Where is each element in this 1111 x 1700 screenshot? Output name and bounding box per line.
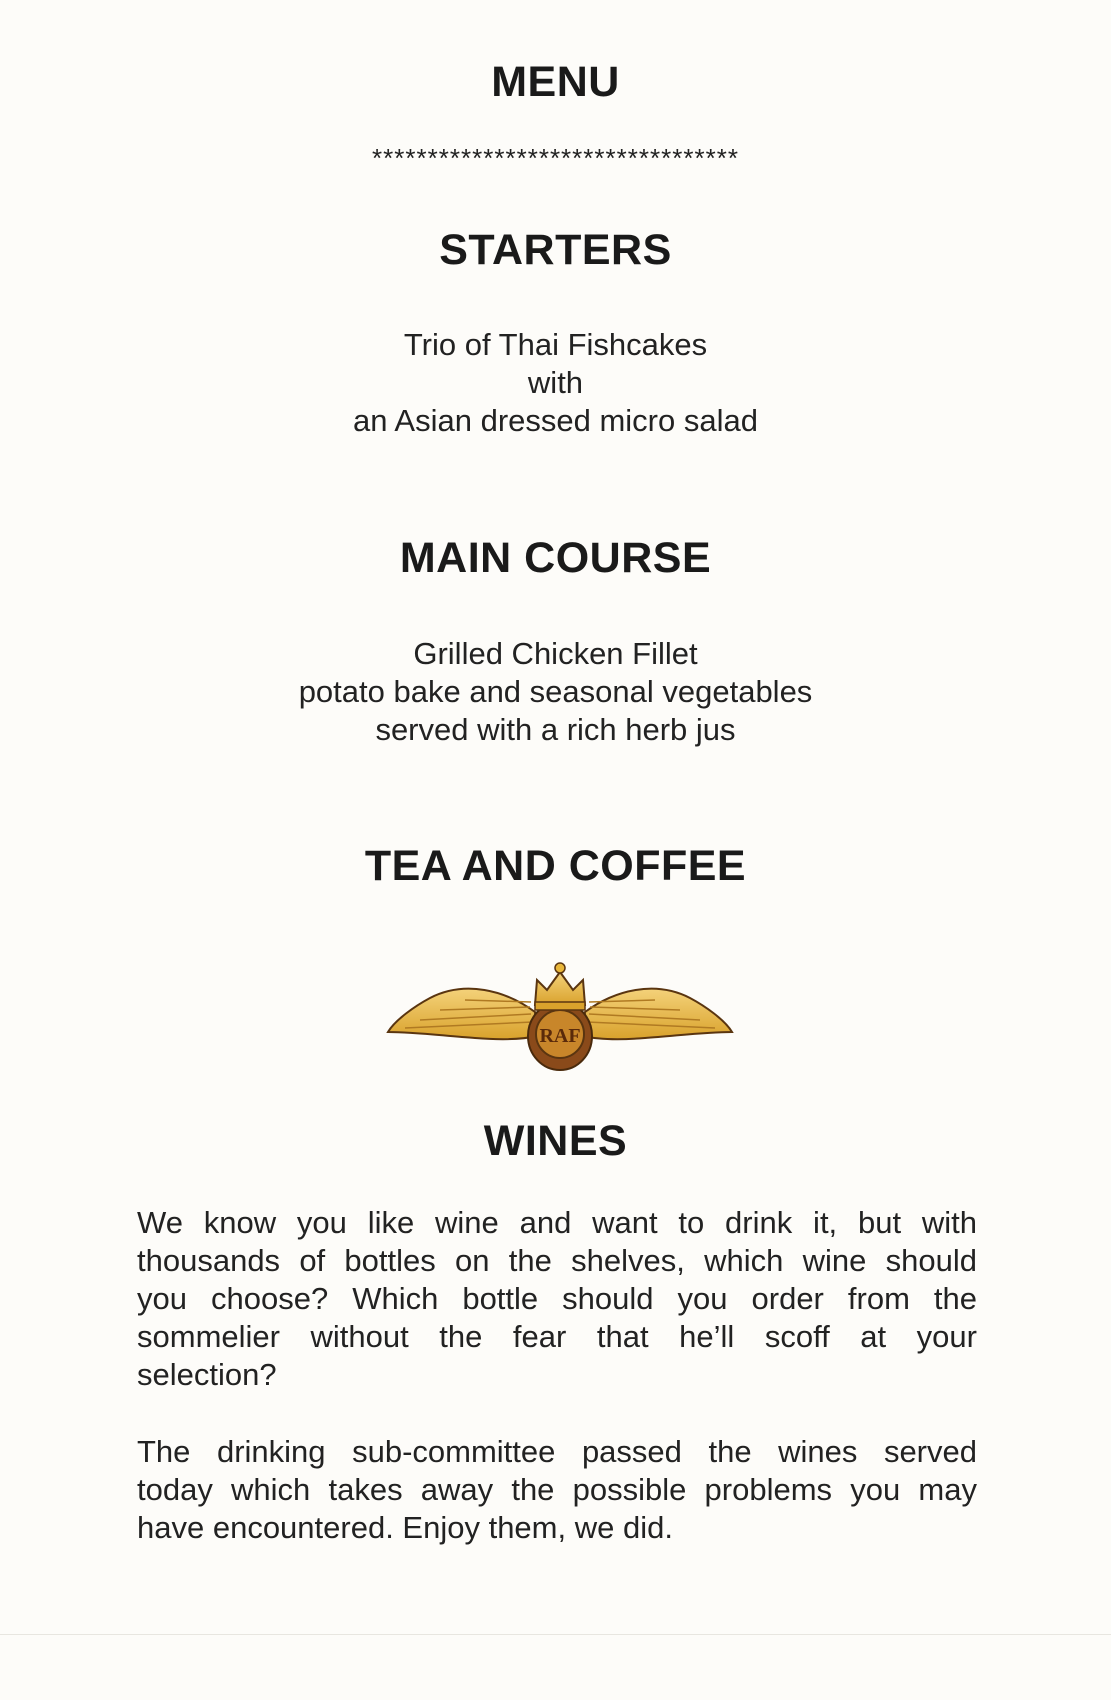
- starters-heading: STARTERS: [439, 226, 672, 274]
- wines-p2-line-3: have encountered. Enjoy them, we did.: [137, 1510, 673, 1545]
- wines-p1-line-4: sommelier without the fear that he’ll scoff at your: [137, 1319, 977, 1354]
- starters-line-3: an Asian dressed micro salad: [353, 403, 758, 438]
- main-course-line-3: served with a rich herb jus: [375, 712, 736, 747]
- wines-p1-line-5: selection?: [137, 1357, 277, 1392]
- main-course-heading: MAIN COURSE: [399, 534, 712, 582]
- raf-monogram: RAF: [539, 1025, 581, 1047]
- wines-p1-line-1: We know you like wine and want to drink it, but with: [137, 1205, 977, 1240]
- menu-title: MENU: [491, 58, 620, 106]
- raf-wings-icon: [385, 950, 735, 1080]
- main-course-line-1: Grilled Chicken Fillet: [413, 636, 698, 671]
- wines-p1-line-2: thousands of bottles on the shelves, which wine should: [137, 1243, 977, 1278]
- star-divider: *********************************: [372, 143, 739, 173]
- main-course-line-2: potato bake and seasonal vegetables: [298, 674, 813, 709]
- tea-coffee-heading: TEA AND COFFEE: [364, 842, 747, 890]
- wines-heading: WINES: [483, 1117, 628, 1165]
- wines-p2-line-2: today which takes away the possible problems you may: [137, 1472, 977, 1507]
- starters-line-2: with: [527, 365, 584, 400]
- wines-paragraph-1: [137, 1204, 977, 1394]
- wines-p1-line-3: you choose? Which bottle should you order from the: [137, 1281, 977, 1316]
- starters-line-1: Trio of Thai Fishcakes: [403, 327, 708, 362]
- wines-paragraph-2: [137, 1433, 977, 1547]
- wines-p2-line-1: The drinking sub-committee passed the wines served: [137, 1434, 977, 1469]
- page-bottom-rule: [0, 1634, 1111, 1635]
